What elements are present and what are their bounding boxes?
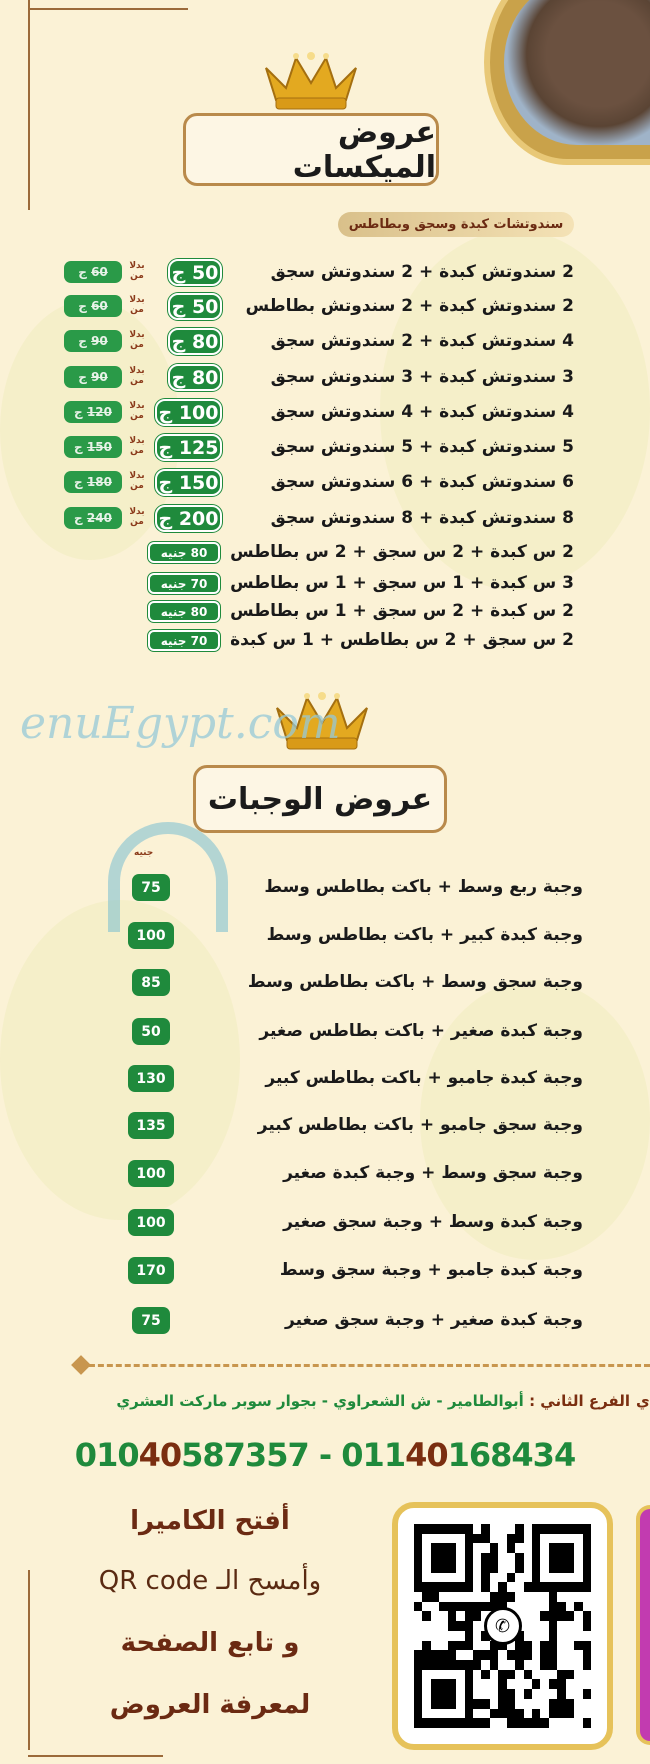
meal-name: وجبة سجق وسط + وجبة كبدة صغير	[283, 1163, 583, 1183]
branch-address	[116, 1392, 630, 1410]
offer-name: 5 سندوتش كبدة + 5 سندوتش سجق	[270, 437, 574, 457]
offer-name: 4 سندوتش كبدة + 2 سندوتش سجق	[270, 331, 574, 351]
dashed-divider	[80, 1364, 650, 1367]
meal-price: 100	[128, 1209, 174, 1236]
offer-old-price: 150 ج	[64, 436, 122, 458]
meal-price: 170	[128, 1257, 174, 1284]
meal-name: وجبة كبدة جامبو + وجبة سجق وسط	[279, 1260, 583, 1280]
whatsapp-qr-code[interactable]	[392, 1502, 613, 1750]
section-title-mixes: عروض الميكسات	[183, 113, 439, 186]
instead-of-label: بدلا من	[129, 330, 145, 350]
branch-address-text: أبوالطامير - ش الشعراوي - بجوار سوبر ماركت العشري	[116, 1392, 524, 1410]
combo-name: 2 س كبدة + 2 س سجق + 1 س بطاطس	[230, 601, 574, 621]
bg-lime-slice	[0, 900, 240, 1220]
meal-name: وجبة سجق جامبو + باكت بطاطس كبير	[257, 1115, 583, 1135]
offer-name: 6 سندوتش كبدة + 6 سندوتش سجق	[270, 472, 574, 492]
offer-price: 80 ج	[168, 328, 222, 355]
offer-name: 3 سندوتش كبدة + 3 سندوتش سجق	[270, 367, 574, 387]
whatsapp-icon: ✆	[484, 1607, 522, 1645]
offer-name: 8 سندوتش كبدة + 8 سندوتش سجق	[270, 508, 574, 528]
offer-name: 2 سندوتش كبدة + 2 سندوتش سجق	[270, 262, 574, 282]
offer-price: 150 ج	[155, 469, 222, 496]
offer-name: 4 سندوتش كبدة + 4 سندوتش سجق	[270, 402, 574, 422]
cta-line-4: لمعرفة العروض	[109, 1690, 311, 1720]
cta-line-3: و تابع الصفحة	[120, 1628, 300, 1658]
watermark-logo	[108, 822, 228, 932]
second-qr-card-partial	[636, 1505, 650, 1745]
branch-cut-text: ي	[636, 1392, 650, 1410]
branch-label: الفرع الثاني :	[529, 1392, 630, 1410]
offer-old-price: 240 ج	[64, 507, 122, 529]
offer-old-price: 180 ج	[64, 471, 122, 493]
phone-2[interactable]: 01140168434	[341, 1436, 576, 1474]
cta-line-1: أفتح الكاميرا	[130, 1506, 290, 1536]
cta-line-2: وأمسح الـ QR code	[98, 1566, 322, 1596]
watermark-text: enuEgypt.com	[20, 698, 341, 749]
crown-icon	[261, 48, 361, 110]
combo-price: 70 جنيه	[148, 630, 220, 651]
meal-name: وجبة سجق وسط + باكت بطاطس وسط	[247, 972, 583, 992]
offer-name: 2 سندوتش كبدة + 2 سندوتش بطاطس	[245, 296, 574, 316]
phone-numbers	[0, 1436, 650, 1474]
offer-price: 100 ج	[155, 399, 222, 426]
instead-of-label: بدلا من	[129, 366, 145, 386]
instead-of-label: بدلا من	[129, 507, 145, 527]
phone-1[interactable]: 01040587357	[74, 1436, 309, 1474]
meal-price: 75	[132, 1307, 170, 1334]
offer-old-price: 90 ج	[64, 366, 122, 388]
combo-price: 80 جنيه	[148, 601, 220, 622]
offer-old-price: 60 ج	[64, 295, 122, 317]
meal-price: 100	[128, 922, 174, 949]
meal-name: وجبة كبدة وسط + وجبة سجق صغير	[283, 1212, 583, 1232]
meal-price: 100	[128, 1160, 174, 1187]
offer-price: 50 ج	[168, 259, 222, 286]
meal-price: 85	[132, 969, 170, 996]
offer-price: 80 ج	[168, 364, 222, 391]
meal-price: 75	[132, 874, 170, 901]
instead-of-label: بدلا من	[129, 261, 145, 281]
meal-name: وجبة ربع وسط + باكت بطاطس وسط	[264, 877, 583, 897]
instead-of-label: بدلا من	[129, 436, 145, 456]
meal-price: 130	[128, 1065, 174, 1092]
meal-price: 135	[128, 1112, 174, 1139]
meal-name: وجبة كبدة جامبو + باكت بطاطس كبير	[265, 1068, 583, 1088]
offer-old-price: 90 ج	[64, 330, 122, 352]
ornament-line-top	[28, 8, 188, 10]
offer-price: 50 ج	[168, 293, 222, 320]
instead-of-label: بدلا من	[129, 401, 145, 421]
offer-old-price: 120 ج	[64, 401, 122, 423]
meal-name: وجبة كبدة كبير + باكت بطاطس وسط	[266, 925, 583, 945]
combo-name: 3 س كبدة + 1 س سجق + 1 س بطاطس	[230, 573, 574, 593]
meal-name: وجبة كبدة صغير + باكت بطاطس صغير	[259, 1021, 583, 1041]
ornament-line-bottom-left	[28, 1570, 30, 1750]
combo-name: 2 س سجق + 2 س بطاطس + 1 س كبدة	[230, 630, 574, 650]
subheader-sandwiches: سندوتشات كبدة وسجق وبطاطس	[338, 212, 574, 237]
instead-of-label: بدلا من	[129, 471, 145, 491]
section-title-meals: عروض الوجبات	[193, 765, 447, 833]
offer-old-price: 60 ج	[64, 261, 122, 283]
meal-price: 50	[132, 1018, 170, 1045]
combo-name: 2 س كبدة + 2 س سجق + 2 س بطاطس	[230, 542, 574, 562]
combo-price: 80 جنيه	[148, 542, 220, 563]
phone-separator: -	[308, 1436, 342, 1474]
food-plate-image	[484, 0, 650, 165]
combo-price: 70 جنيه	[148, 573, 220, 594]
ornament-line-left	[28, 0, 30, 210]
currency-label: جنيه	[134, 848, 154, 858]
instead-of-label: بدلا من	[129, 295, 145, 315]
offer-price: 125 ج	[155, 434, 222, 461]
meal-name: وجبة كبدة صغير + وجبة سجق صغير	[285, 1310, 583, 1330]
ornament-line-bottom	[28, 1755, 163, 1757]
offer-price: 200 ج	[155, 505, 222, 532]
